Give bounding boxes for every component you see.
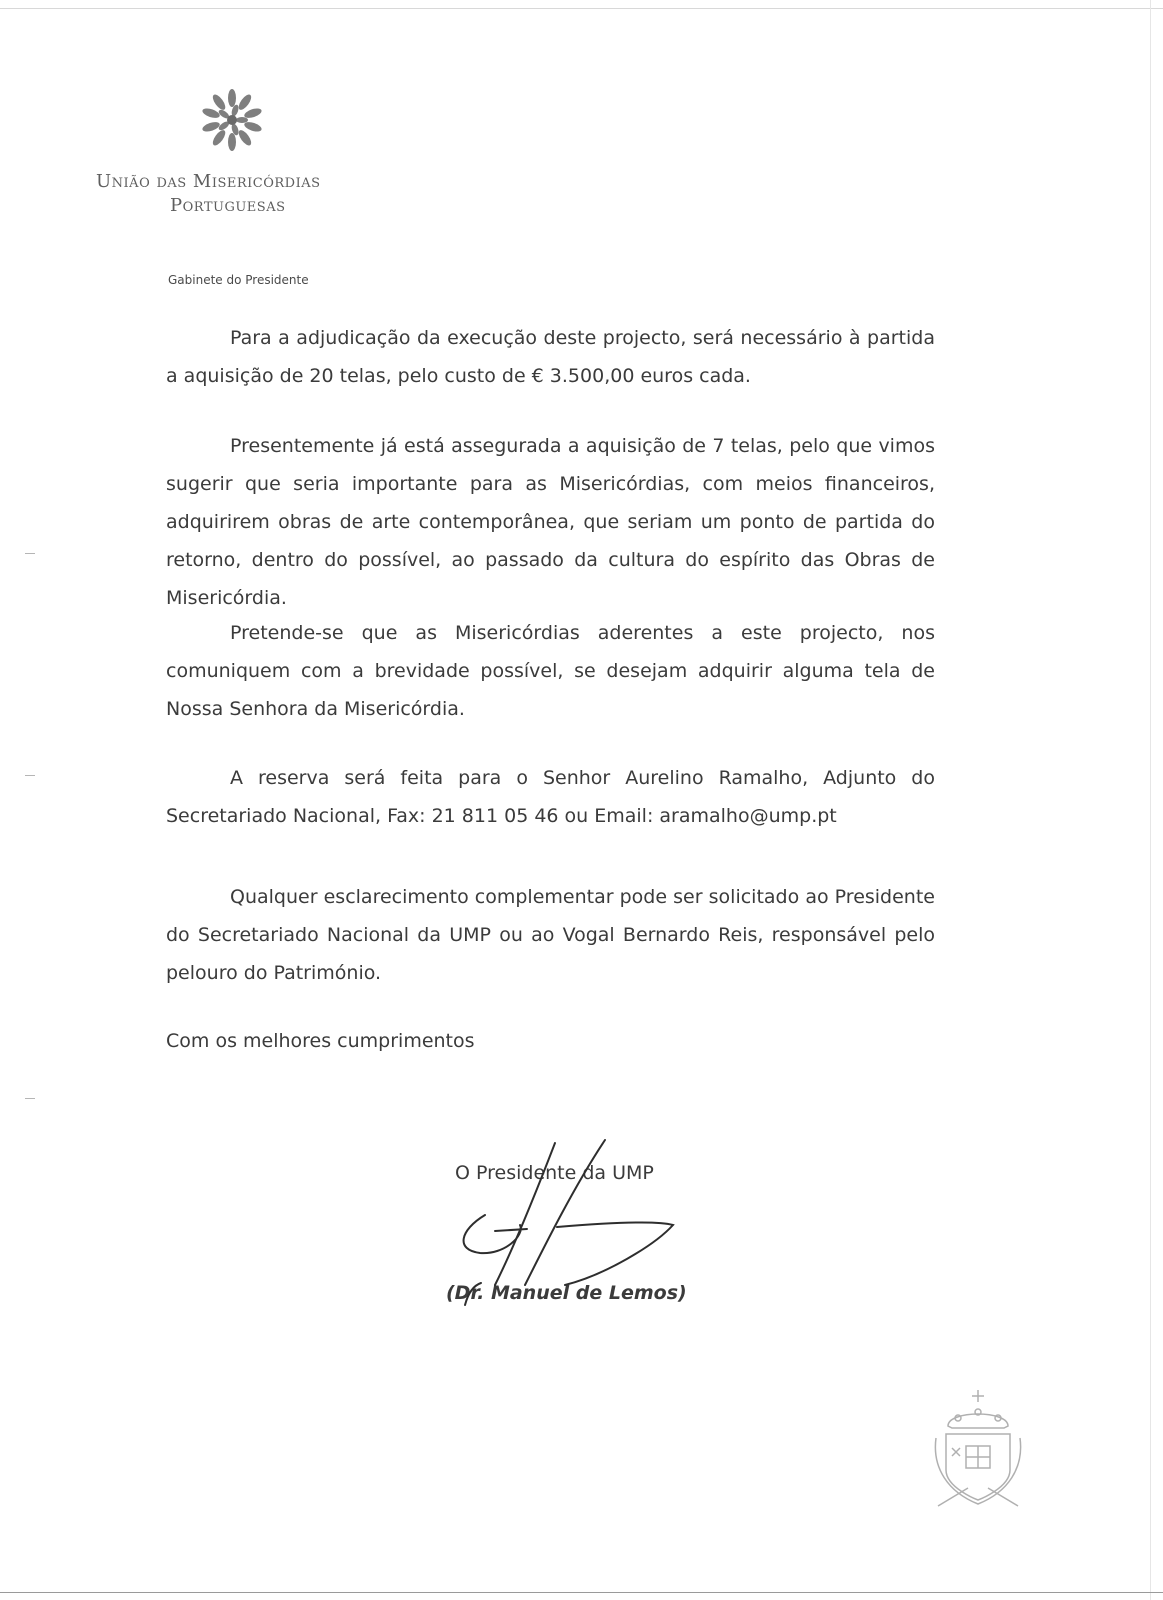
scan-edge-bottom: [0, 1592, 1163, 1593]
coat-of-arms-seal-icon: [928, 1388, 1028, 1510]
org-name-line1: União das Misericórdias: [96, 171, 321, 192]
organization-name: [96, 170, 396, 218]
body-paragraph-4: A reserva será feita para o Senhor Aurelino Ramalho, Adjunto do Secretariado Nacional, Fax: 21 811 05 46 ou Email: aramalho@ump.pt: [166, 767, 935, 827]
handwritten-signature-icon: [455, 1135, 685, 1325]
signatory-name: (Dr. Manuel de Lemos): [446, 1282, 687, 1304]
punch-mark: [25, 775, 35, 776]
punch-mark: [25, 553, 35, 554]
scan-edge-right: [1150, 0, 1151, 1600]
scan-edge-top: [0, 8, 1163, 9]
signatory-title: O Presidente da UMP: [455, 1162, 654, 1184]
office-name: Gabinete do Presidente: [168, 273, 309, 287]
org-name-line2: Portuguesas: [170, 195, 286, 216]
body-paragraph-5: Qualquer esclarecimento complementar pode ser solicitado ao Presidente do Secretariado Nacional da UMP ou ao Vogal Bernardo Reis, responsável pelo pelouro do Património.: [166, 886, 935, 984]
flower-logo-icon: [192, 84, 272, 164]
punch-mark: [25, 1098, 35, 1099]
body-paragraph-1: Para a adjudicação da execução deste projecto, será necessário à partida a aquisição de 20 telas, pelo custo de € 3.500,00 euros cada.: [166, 327, 935, 387]
body-paragraph-2: Presentemente já está assegurada a aquisição de 7 telas, pelo que vimos sugerir que seria importante para as Misericórdias, com meios financeiros, adquirirem obras de arte contemporânea, que seriam um ponto de partida do retorno, dentro do possível, ao passado da cultura do espírito das Obras de Misericórdia.: [166, 435, 935, 609]
closing-line: Com os melhores cumprimentos: [166, 1030, 475, 1052]
body-paragraph-3: Pretende-se que as Misericórdias aderentes a este projecto, nos comuniquem com a brevidade possível, se desejam adquirir alguma tela de Nossa Senhora da Misericórdia.: [166, 622, 935, 720]
